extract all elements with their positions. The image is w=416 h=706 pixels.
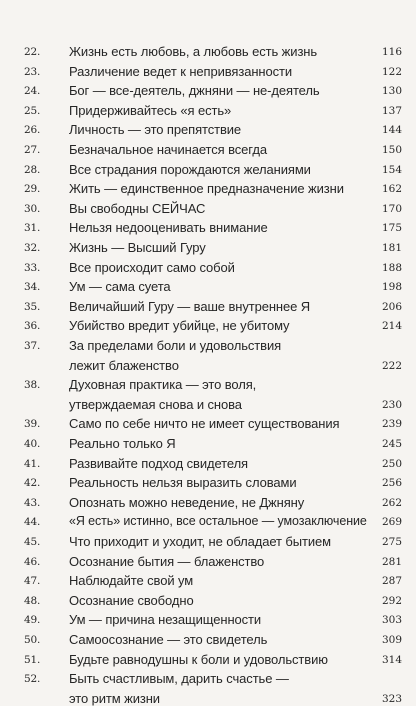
toc-entry-title: Все страдания порождаются желаниями [69,161,311,177]
toc-entry-number: 35. [24,300,41,313]
toc-entry-page-number: 154 [381,163,402,176]
toc-entry-number: 26. [24,124,41,137]
toc-entry-number: 29. [24,183,41,196]
toc-entry-title: Развивайте подход свидетеля [69,455,249,471]
toc-entry-page-number: 239 [381,418,402,431]
toc-entry-title: Вы свободны СЕЙЧАС [69,200,206,216]
toc-entry-title: Ум — причина незащищенности [69,612,262,628]
toc-entry-title: Жить — единственное предназначение жизни [69,181,344,197]
toc-entry-title: Будьте равнодушны к боли и удовольствию [69,651,328,667]
toc-entry-page-number: 137 [381,104,402,117]
toc-entry-number: 50. [24,634,41,646]
toc-entry-title: Духовная практика — это воля, [69,377,257,393]
toc-entry-title: Убийство вредит убийце, не убитому [69,318,290,334]
toc-entry-page-number: 198 [381,281,402,294]
toc-entry-title: Осознание бытия — блаженство [69,553,265,569]
toc-entry-number: 32. [24,242,41,254]
toc-entry-number: 31. [24,222,41,235]
toc-entry-number: 22. [24,46,41,58]
toc-entry-number: 46. [24,555,41,568]
toc-entry-title-continuation: утверждаемая снова и снова [69,396,242,412]
toc-entry-title: Придерживайтесь «я есть» [69,102,232,118]
toc-entry-page-number: 150 [381,144,402,156]
toc-entry-title: Реальность нельзя выразить словами [69,475,297,491]
toc-entry-title: Жизнь есть любовь, а любовь есть жизнь [69,44,318,59]
toc-entry-title: За пределами боли и удовольствия [69,338,282,353]
toc-entry-number: 24. [24,85,41,98]
toc-entry-title: Самоосознание — это свидетель [69,632,268,647]
toc-entry-page-number: 269 [381,516,402,529]
toc-entry-number: 33. [24,261,41,274]
toc-entry-page-number: 323 [381,692,402,705]
toc-entry-title: Различение ведет к непривязанности [69,63,293,79]
toc-entry-page-number: 116 [381,46,402,58]
toc-entry-page-number: 287 [381,575,402,588]
toc-entry-number: 41. [24,457,41,470]
toc-entry-page-number: 188 [381,261,402,274]
toc-entry-title: Жизнь — Высший Гуру [69,240,206,255]
toc-entry-title: Нельзя недооценивать внимание [69,220,268,236]
toc-entry-page-number: 122 [381,65,402,78]
toc-entry-number: 42. [24,477,41,490]
toc-entry-page-number: 262 [381,496,402,509]
toc-entry-title: Все происходит само собой [69,259,235,275]
toc-entry-number: 44. [24,516,41,529]
toc-entry-number: 47. [24,575,41,588]
toc-entry-number: 38. [24,379,41,392]
toc-entry-title: Наблюдайте свой ум [69,573,194,589]
toc-entry-title: Опознать можно неведение, не Джняну [69,494,305,510]
toc-entry-page-number: 130 [381,85,402,98]
toc-entry-page-number: 206 [381,300,402,313]
toc-entry-title: Личность — это препятствие [69,122,242,138]
toc-entry-number: 28. [24,163,41,176]
toc-entry-page-number: 275 [381,536,402,548]
toc-entry-number: 51. [24,653,41,666]
toc-entry-title: Что приходит и уходит, не обладает бытием [69,534,331,549]
toc-entry-page-number: 309 [381,634,402,646]
toc-entry-title: Безначальное начинается всегда [69,142,267,157]
toc-entry-page-number: 144 [381,124,402,137]
toc-entry-title: Бог — все-деятель, джняни — не-деятель [69,83,320,99]
toc-entry-page-number: 214 [381,320,402,333]
toc-entry-title: Быть счастливым, дарить счастье — [69,671,289,687]
toc-entry-number: 34. [24,281,41,294]
toc-entry-page-number: 292 [381,594,402,607]
toc-entry-page-number: 245 [381,438,402,450]
toc-entry-number: 39. [24,418,41,431]
toc-entry-title: Реально только Я [69,436,176,451]
toc-entry-title: Осознание свободно [69,592,194,608]
toc-entry-page-number: 222 [381,359,402,372]
toc-entry-number: 45. [24,536,41,548]
toc-entry-page-number: 250 [381,457,402,470]
toc-entry-page-number: 281 [381,555,402,568]
toc-entry-number: 37. [24,340,41,352]
toc-entry-number: 52. [24,673,41,686]
toc-entry-page-number: 162 [381,183,402,196]
toc-entry-page-number: 303 [381,614,402,627]
toc-entry-number: 25. [24,104,41,117]
toc-entry-title-continuation: лежит блаженство [69,357,179,373]
toc-entry-page-number: 181 [381,242,402,254]
toc-entry-number: 48. [24,594,41,607]
toc-entry-number: 49. [24,614,41,627]
toc-entry-number: 43. [24,496,41,509]
toc-entry-page-number: 170 [381,202,402,215]
toc-entry-number: 27. [24,144,41,156]
toc-entry-page-number: 256 [381,477,402,490]
toc-entry-page-number: 175 [381,222,402,235]
toc-entry-title: Величайший Гуру — ваше внутреннее Я [69,298,311,314]
toc-entry-title: Ум — сама суета [69,279,171,295]
toc-entry-number: 36. [24,320,41,333]
toc-entry-title: Само по себе ничто не имеет существования [69,416,340,432]
toc-entry-number: 40. [24,438,41,450]
toc-entry-page-number: 314 [381,653,402,666]
toc-entry-title: «Я есть» истинно, все остальное — умозаключение [69,514,367,529]
toc-entry-title-continuation: это ритм жизни [69,690,160,706]
toc-entry-page-number: 230 [381,398,402,411]
toc-entry-number: 23. [24,65,41,78]
toc-entry-number: 30. [24,202,41,215]
